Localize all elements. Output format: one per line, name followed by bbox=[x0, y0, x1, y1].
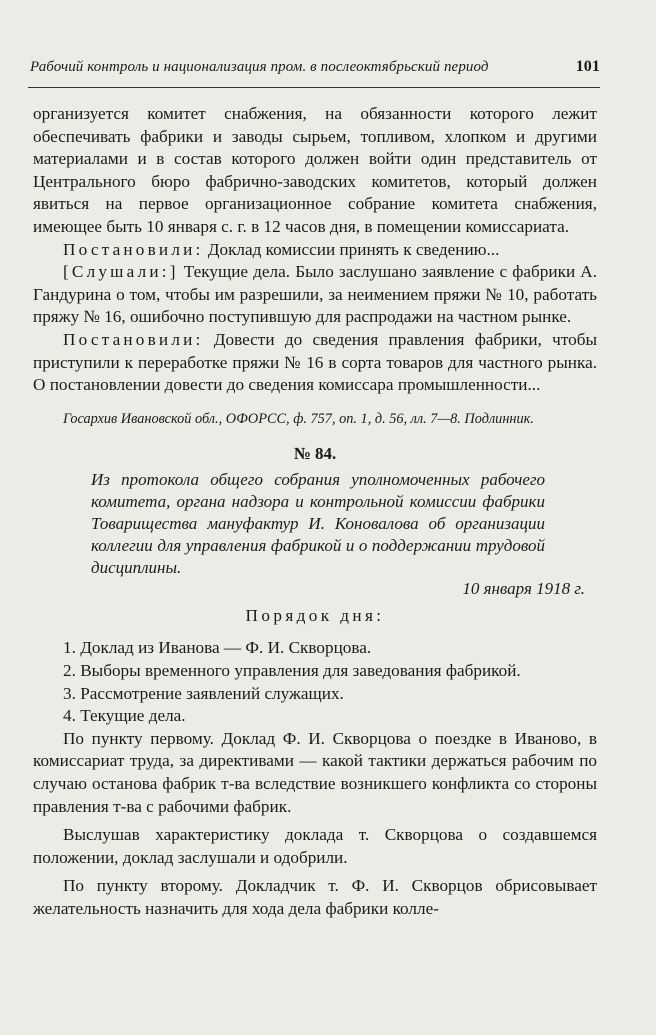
paragraph-item-1-result: Выслушав характеристику доклада т. Скворцова о создавшемся положении, доклад заслушали и одобрили. bbox=[33, 825, 597, 867]
decided-text: Доклад комиссии принять к сведению... bbox=[203, 239, 500, 259]
header-rule bbox=[28, 87, 600, 88]
agenda-item: 3. Рассмотрение заявлений служащих. bbox=[63, 683, 344, 703]
heard-text: Текущие дела. Было заслушано заявление с фабрики А. Гандурина о том, чтобы им разрешили, за неимением пряжи № 10, работать пряжу № 16, ошибочно поступившую для распродажи на частном рынке. bbox=[33, 262, 597, 327]
archive-source: Госархив Ивановской обл., ОФОРСС, ф. 757, оп. 1, д. 56, лл. 7—8. Подлинник. bbox=[63, 410, 534, 427]
paragraph-decided-2 bbox=[33, 329, 597, 397]
document-title: Из протокола общего собрания уполномоченных рабочего комитета, органа надзора и контрольной комиссии фабрики Товарищества мануфактур И. Коновалова об организации коллегии для управления фабрикой и о поддержании трудовой дисциплины. bbox=[91, 470, 545, 577]
agenda-heading: Порядок дня: bbox=[245, 605, 385, 625]
heard-label: [Слушали:] bbox=[63, 262, 179, 282]
running-header bbox=[30, 58, 600, 76]
decided-label: Постановили: bbox=[63, 329, 204, 349]
document-date: 10 января 1918 г. bbox=[462, 579, 585, 599]
paragraph-decided-1 bbox=[33, 239, 597, 262]
page-number: 101 bbox=[575, 58, 600, 75]
paragraph-heard bbox=[33, 261, 597, 329]
decided-text: Довести до сведения правления фабрики, чтобы приступили к переработке пряжи № 16 в сорта товаров для частного рынка. О постановлении довести до сведения комиссара промышленности... bbox=[33, 329, 597, 395]
document-number: № 84. bbox=[293, 443, 337, 463]
running-title: Рабочий контроль и национализация пром. в послеоктябрьский период bbox=[30, 59, 489, 75]
agenda-item: 2. Выборы временного управления для заведования фабрикой. bbox=[63, 661, 521, 681]
agenda-item: 4. Текущие дела. bbox=[63, 706, 186, 726]
agenda-item: 1. Доклад из Иванова — Ф. И. Скворцова. bbox=[63, 638, 372, 658]
paragraph-committee: организуется комитет снабжения, на обязанности которого лежит обеспечивать фабрики и заводы сырьем, топливом, хлопком и другими материалами и в состав которого должен войти один представитель от Центрального бюро фабрично-заводских комитетов, который должен явиться на первое организационное собрание комитета снабжения, имеющее быть 10 января с. г. в 12 часов дня, в помещении комиссариата. bbox=[33, 104, 597, 236]
paragraph-item-2: По пункту второму. Докладчик т. Ф. И. Скворцов обрисовывает желательность назначить для хода дела фабрики колле- bbox=[33, 876, 597, 919]
page-body bbox=[33, 103, 597, 921]
decided-label: Постановили: bbox=[63, 239, 204, 259]
paragraph-item-1: По пункту первому. Доклад Ф. И. Скворцова о поездке в Иваново, в комиссариат труда, за директивами — какой тактики держаться рабочим по случаю останова фабрик т-ва вследствие возникшего конфликта со стороны правления т-ва с рабочими фабрик. bbox=[33, 728, 597, 816]
